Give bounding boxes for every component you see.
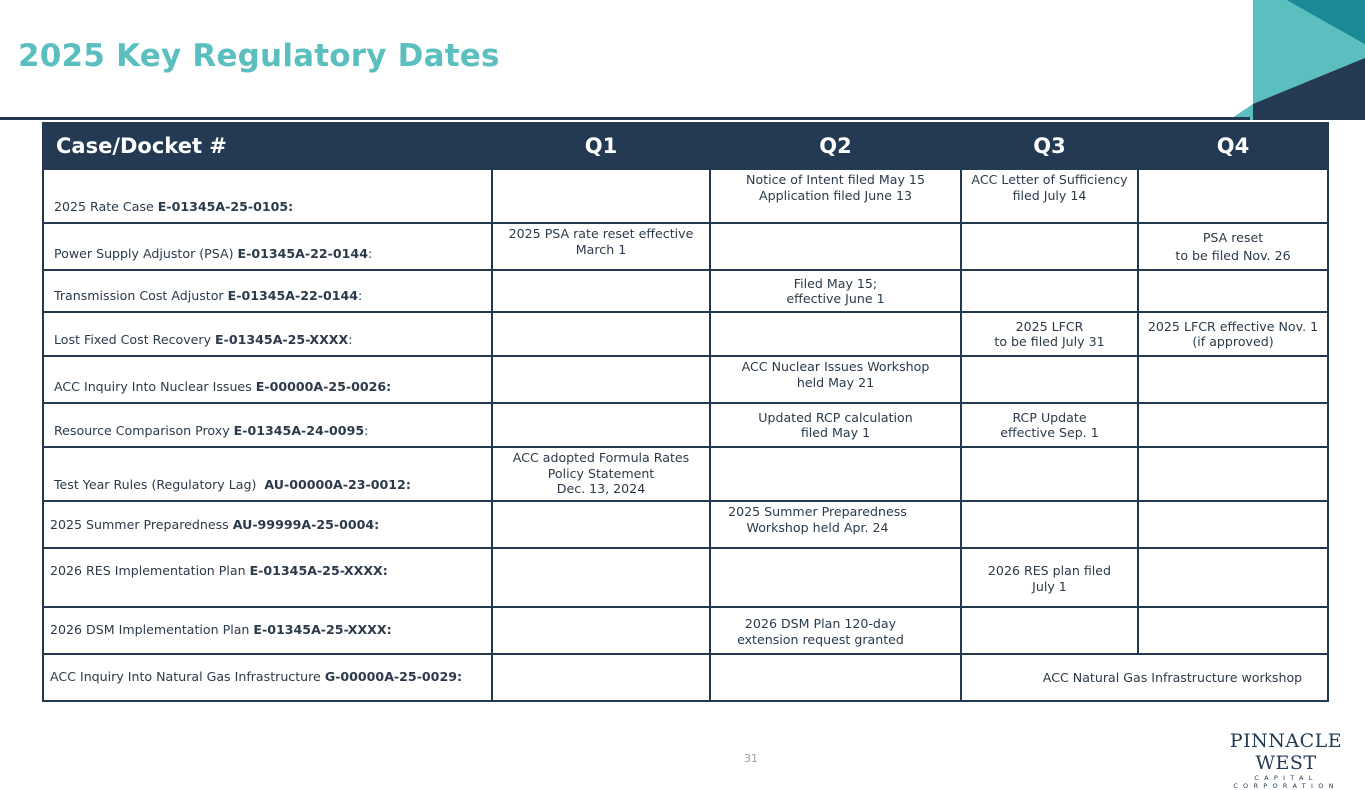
q3-cell bbox=[961, 356, 1138, 403]
table-row bbox=[43, 223, 1328, 270]
table-row bbox=[43, 403, 1328, 447]
docket-number: E-01345A-25-XXXX: bbox=[249, 563, 388, 578]
table-row bbox=[43, 270, 1328, 312]
q4-cell bbox=[1138, 403, 1328, 447]
docket-number: AU-00000A-23-0012: bbox=[264, 476, 411, 492]
q2-cell bbox=[710, 548, 961, 607]
company-logo bbox=[1207, 730, 1365, 790]
q2-cell: Notice of Intent filed May 15 Application filed June 13 bbox=[710, 169, 961, 223]
q1-cell bbox=[492, 501, 710, 548]
table-row bbox=[43, 169, 1328, 223]
q2-cell: 2025 Summer Preparedness Workshop held Apr. 24 bbox=[710, 501, 961, 548]
page-number: 31 bbox=[744, 752, 758, 765]
case-cell: 2026 DSM Implementation Plan E-01345A-25-XXXX: bbox=[43, 607, 492, 654]
q3-cell bbox=[961, 447, 1138, 501]
docket-number: E-01345A-25-0105: bbox=[157, 198, 294, 214]
docket-number: G-00000A-25-0029: bbox=[324, 669, 463, 684]
q1-cell bbox=[492, 356, 710, 403]
docket-number: E-01345A-25-XXXX bbox=[215, 331, 349, 347]
q4-cell bbox=[1138, 356, 1328, 403]
q1-cell bbox=[492, 270, 710, 312]
table-row bbox=[43, 312, 1328, 356]
q2-cell bbox=[710, 447, 961, 501]
q2-cell bbox=[710, 312, 961, 356]
q1-cell bbox=[492, 169, 710, 223]
docket-number: E-01345A-25-XXXX: bbox=[253, 622, 392, 637]
q1-cell bbox=[492, 548, 710, 607]
q1-cell bbox=[492, 403, 710, 447]
corner-decoration bbox=[1225, 0, 1365, 120]
q3-cell bbox=[961, 270, 1138, 312]
q4-cell: 2025 LFCR effective Nov. 1 (if approved) bbox=[1138, 312, 1328, 356]
q4-cell bbox=[1138, 169, 1328, 223]
docket-number: E-01345A-24-0095 bbox=[233, 422, 365, 438]
case-cell: Resource Comparison Proxy E-01345A-24-0095: bbox=[43, 403, 492, 447]
table-row bbox=[43, 607, 1328, 654]
table-row bbox=[43, 501, 1328, 548]
table-row bbox=[43, 447, 1328, 501]
logo-name: PINNACLE WEST bbox=[1229, 730, 1343, 774]
case-cell: Transmission Cost Adjustor E-01345A-22-0144: bbox=[43, 270, 492, 312]
case-cell: 2025 Rate Case E-01345A-25-0105: bbox=[43, 169, 492, 223]
q3-cell bbox=[961, 501, 1138, 548]
header-case-docket: Case/Docket # bbox=[43, 123, 492, 169]
header-q4: Q4 bbox=[1138, 123, 1328, 169]
q3-cell: ACC Letter of Sufficiency filed July 14 bbox=[961, 169, 1138, 223]
q2-cell bbox=[710, 223, 961, 270]
q2-cell: ACC Nuclear Issues Workshop held May 21 bbox=[710, 356, 961, 403]
docket-number: E-01345A-22-0144 bbox=[227, 287, 359, 303]
q3-cell bbox=[961, 607, 1138, 654]
table-header-row bbox=[43, 123, 1328, 169]
q3-cell: 2026 RES plan filed July 1 bbox=[961, 548, 1138, 607]
header-q2: Q2 bbox=[710, 123, 961, 169]
title-rule bbox=[0, 117, 1250, 120]
table-row bbox=[43, 356, 1328, 403]
q2-cell: Filed May 15; effective June 1 bbox=[710, 270, 961, 312]
q1-cell bbox=[492, 312, 710, 356]
q1-cell: 2025 PSA rate reset effective March 1 bbox=[492, 223, 710, 270]
case-cell: ACC Inquiry Into Nuclear Issues E-00000A-25-0026: bbox=[43, 356, 492, 403]
docket-number: AU-99999A-25-0004: bbox=[232, 516, 380, 532]
table-row bbox=[43, 654, 1328, 701]
page-title: 2025 Key Regulatory Dates bbox=[18, 38, 500, 74]
q3-q4-cell: ACC Natural Gas Infrastructure workshop bbox=[961, 654, 1328, 701]
q1-cell: ACC adopted Formula Rates Policy Statement Dec. 13, 2024 bbox=[492, 447, 710, 501]
header-q1: Q1 bbox=[492, 123, 710, 169]
case-cell: 2025 Summer Preparedness AU-99999A-25-0004: bbox=[43, 501, 492, 548]
q2-cell: Updated RCP calculation filed May 1 bbox=[710, 403, 961, 447]
q2-cell bbox=[710, 654, 961, 701]
logo-subtitle: CAPITAL CORPORATION bbox=[1233, 774, 1339, 790]
case-cell: 2026 RES Implementation Plan E-01345A-25-XXXX: bbox=[43, 548, 492, 607]
case-cell: ACC Inquiry Into Natural Gas Infrastructure G-00000A-25-0029: bbox=[43, 654, 492, 701]
docket-number: E-01345A-22-0144 bbox=[237, 245, 368, 261]
q1-cell bbox=[492, 607, 710, 654]
q4-cell bbox=[1138, 501, 1328, 548]
regulatory-dates-table bbox=[42, 122, 1329, 702]
q2-cell: 2026 DSM Plan 120-day extension request granted bbox=[710, 607, 961, 654]
q3-cell: RCP Update effective Sep. 1 bbox=[961, 403, 1138, 447]
docket-number: E-00000A-25-0026: bbox=[255, 378, 392, 394]
q4-cell bbox=[1138, 270, 1328, 312]
case-cell: Test Year Rules (Regulatory Lag) AU-00000A-23-0012: bbox=[43, 447, 492, 501]
header-q3: Q3 bbox=[961, 123, 1138, 169]
q4-cell bbox=[1138, 548, 1328, 607]
case-cell: Lost Fixed Cost Recovery E-01345A-25-XXXX: bbox=[43, 312, 492, 356]
q3-cell: 2025 LFCR to be filed July 31 bbox=[961, 312, 1138, 356]
table-row bbox=[43, 548, 1328, 607]
q4-cell: PSA reset to be filed Nov. 26 bbox=[1138, 223, 1328, 270]
q4-cell bbox=[1138, 447, 1328, 501]
q3-cell bbox=[961, 223, 1138, 270]
q1-cell bbox=[492, 654, 710, 701]
q4-cell bbox=[1138, 607, 1328, 654]
case-cell: Power Supply Adjustor (PSA) E-01345A-22-0144: bbox=[43, 223, 492, 270]
